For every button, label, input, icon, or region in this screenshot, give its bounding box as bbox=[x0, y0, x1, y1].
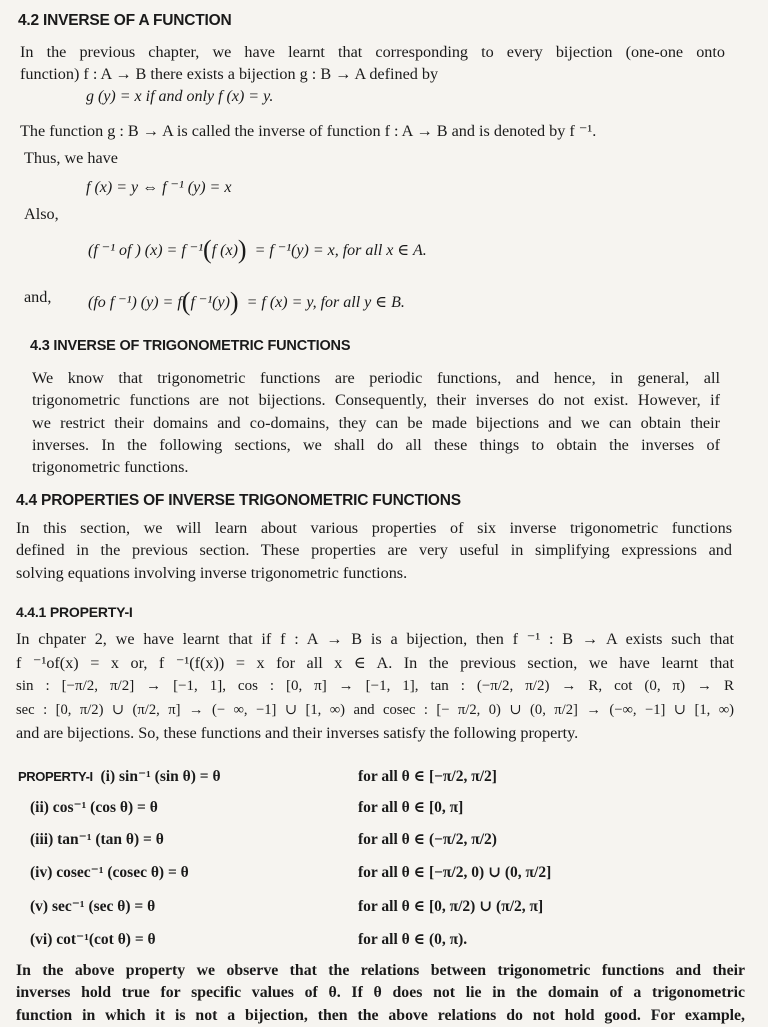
paragraph-line: and are bijections. So, these functions and their inverses satisfy the following property. bbox=[16, 724, 579, 742]
equation-inner: f ⁻¹(y) bbox=[190, 294, 230, 311]
closing-paragraph bbox=[16, 960, 745, 1027]
paragraph-line: In the above property we observe that the relations between trigonometric functions and their bbox=[16, 962, 745, 979]
property-item-condition: for all θ ∈ [0, π] bbox=[358, 799, 464, 816]
section-heading-4-3: 4.3 INVERSE OF TRIGONOMETRIC FUNCTIONS bbox=[30, 338, 351, 354]
property-tag bbox=[18, 766, 221, 786]
equation-inner: f (x) bbox=[211, 242, 238, 259]
paragraph-line: In chpater 2, we have learnt that if f : A → B is a bijection, then f ⁻¹ : B → A exists such that bbox=[16, 630, 734, 648]
section-heading-4-4-1: 4.4.1 PROPERTY-I bbox=[16, 604, 133, 620]
property-item-label: (iv) cosec⁻¹ (cosec θ) = θ bbox=[30, 864, 189, 881]
paragraph-line: In this section, we will learn about various properties of six inverse trigonometric functions bbox=[16, 519, 732, 537]
paragraph-4-3 bbox=[32, 367, 720, 478]
paragraph-line: defined in the previous section. These properties are very useful in simplifying expressions and bbox=[16, 541, 732, 560]
paragraph-line: sin : [−π/2, π/2] → [−1, 1], cos : [0, π] → [−1, 1], tan : (−π/2, π/2) → R, cot (0, π) → R bbox=[16, 678, 734, 694]
equation-f-inverse-of-f: (f ⁻¹ of ) (x) = f ⁻¹(f (x)) = f ⁻¹(y) = x, for all x ∈ A. bbox=[88, 235, 427, 264]
equation-right: = f ⁻¹(y) = x, for all x ∈ A. bbox=[254, 242, 427, 259]
paragraph-line: solving equations involving inverse trigonometric functions. bbox=[16, 563, 408, 582]
property-item-condition: for all θ ∈ (0, π). bbox=[358, 931, 468, 948]
paragraph-line: In the previous chapter, we have learnt that corresponding to every bijection (one-one onto bbox=[20, 43, 725, 61]
property-item-label: (v) sec⁻¹ (sec θ) = θ bbox=[30, 898, 156, 915]
paragraph-line: inverses hold true for specific values of θ. If θ does not lie in the domain of a trigonometric bbox=[16, 984, 745, 1002]
also-label: Also, bbox=[24, 205, 59, 223]
paragraph-line: sec : [0, π/2) ∪ (π/2, π] → (− ∞, −1] ∪ [1, ∞) and cosec : [− π/2, 0) ∪ (0, π/2] → (−∞, −1] ∪ [1, ∞) bbox=[16, 701, 734, 718]
paragraph-line: function) f : A → B there exists a bijection g : B → A defined by bbox=[20, 65, 439, 84]
property-item-condition: for all θ ∈ [0, π/2) ∪ (π/2, π] bbox=[358, 898, 544, 915]
property-item-label: (ii) cos⁻¹ (cos θ) = θ bbox=[30, 799, 158, 816]
paragraph-4-4-1 bbox=[16, 628, 734, 746]
paragraph-line: trigonometric functions are not bijections. Consequently, their inverses do not exist. However, if bbox=[32, 391, 720, 410]
paragraph-line: we restrict their domains and co-domains, they can be made bijections and we can obtain their bbox=[32, 413, 720, 432]
property-item-label: (i) sin⁻¹ (sin θ) = θ bbox=[100, 768, 221, 785]
paragraph-line: function in which it is not a bijection, then the above relations do not hold good. For example, bbox=[16, 1006, 745, 1024]
inverse-definition-line: The function g : B → A is called the inverse of function f : A → B and is denoted by f ⁻¹. bbox=[20, 122, 597, 140]
equation-right: = f (x) = y, for all y ∈ B. bbox=[246, 294, 405, 311]
property-label: PROPERTY-I bbox=[18, 769, 93, 784]
section-heading-4-2: 4.2 INVERSE OF A FUNCTION bbox=[18, 12, 232, 29]
equation-inverse-equivalence: f (x) = y ⇔ f ⁻¹ (y) = x bbox=[86, 179, 232, 196]
paragraph-line: inverses. In the following sections, we shall do all these things to obtain the inverses of bbox=[32, 435, 720, 454]
paragraph-line: f ⁻¹of(x) = x or, f ⁻¹(f(x)) = x for all x ∈ A. In the previous section, we have learnt that bbox=[16, 653, 734, 672]
equation-g-of-y: g (y) = x if and only f (x) = y. bbox=[86, 88, 274, 105]
equation-left: (fo f ⁻¹) (y) = f bbox=[88, 294, 182, 311]
property-item-condition: for all θ ∈ [−π/2, π/2] bbox=[358, 768, 497, 785]
property-item-label: (iii) tan⁻¹ (tan θ) = θ bbox=[30, 831, 164, 848]
paragraph-line: trigonometric functions. bbox=[32, 458, 189, 477]
property-item-label: (vi) cot⁻¹(cot θ) = θ bbox=[30, 931, 156, 948]
equation-f-of-f-inverse: (fo f ⁻¹) (y) = f(f ⁻¹(y)) = f (x) = y, for all y ∈ B. bbox=[88, 287, 405, 316]
equation-left: (f ⁻¹ of ) (x) = f ⁻¹ bbox=[88, 242, 204, 259]
paragraph-4-2 bbox=[20, 41, 725, 86]
property-item-condition: for all θ ∈ (−π/2, π/2) bbox=[358, 831, 497, 848]
property-item-condition: for all θ ∈ [−π/2, 0) ∪ (0, π/2] bbox=[358, 864, 552, 881]
section-heading-4-4: 4.4 PROPERTIES OF INVERSE TRIGONOMETRIC FUNCTIONS bbox=[16, 492, 461, 509]
and-label: and, bbox=[24, 288, 52, 306]
paragraph-4-4 bbox=[16, 517, 732, 584]
thus-label: Thus, we have bbox=[24, 149, 118, 167]
paragraph-line: We know that trigonometric functions are periodic functions, and hence, in general, all bbox=[32, 369, 720, 387]
